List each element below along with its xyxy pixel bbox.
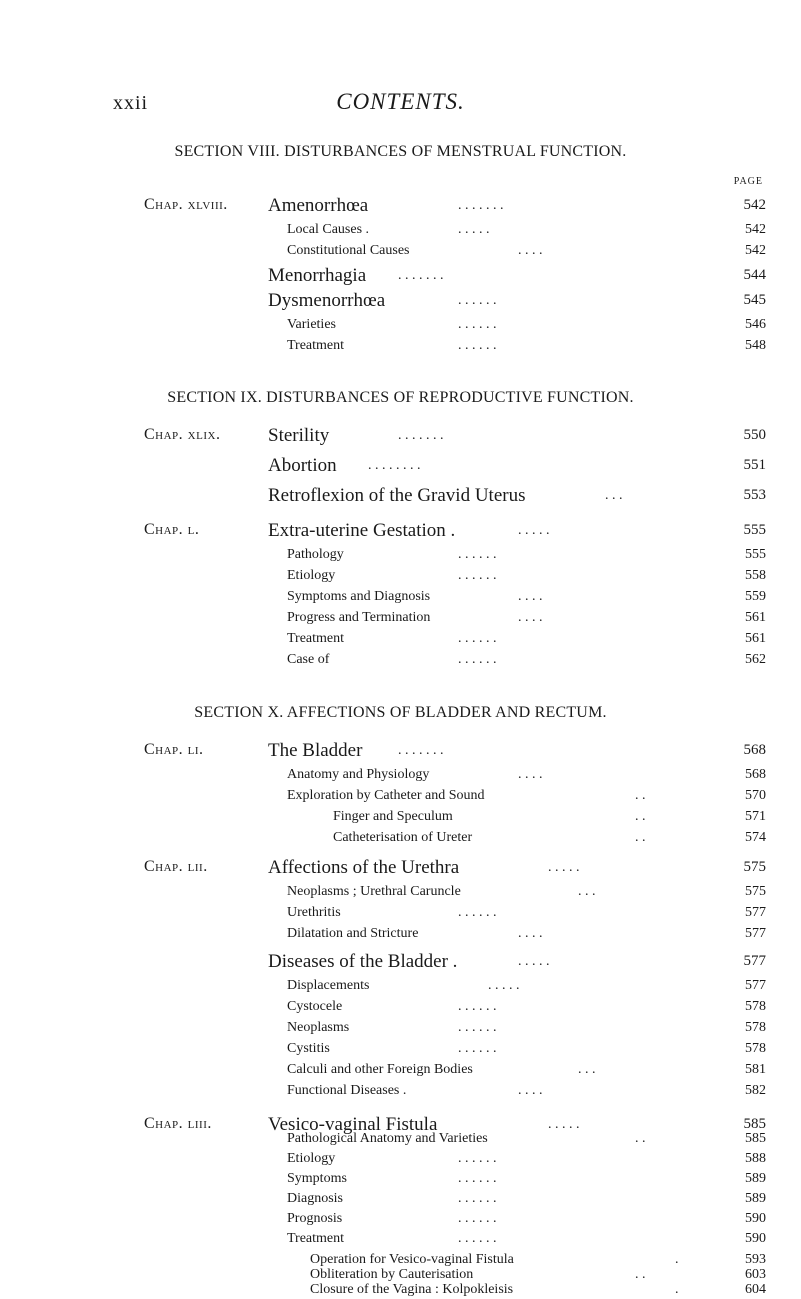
entry-title: Dilatation and Stricture: [287, 926, 419, 941]
page-number: 542: [745, 222, 766, 237]
leader-dots: . . . .: [518, 610, 543, 625]
entry-title: Dysmenorrhœa: [268, 290, 386, 311]
page-number: 550: [743, 427, 766, 443]
page-number: 578: [745, 1041, 766, 1056]
entry-title: Extra-uterine Gestation .: [268, 520, 456, 541]
leader-dots: . . . . . . . .: [368, 458, 421, 473]
leader-dots: . . . . . .: [458, 1231, 497, 1246]
page-number: 588: [745, 1151, 766, 1166]
page-number: 551: [743, 457, 766, 473]
page-number: 582: [745, 1083, 766, 1098]
page-number: 558: [745, 568, 766, 583]
page-number: 581: [745, 1062, 766, 1077]
leader-dots: . . . . . .: [458, 631, 497, 646]
page-number: 546: [745, 317, 766, 332]
page-number: 568: [745, 767, 766, 782]
entry-title: Varieties: [287, 317, 336, 332]
entry-title: Operation for Vesico-vaginal Fistula: [310, 1252, 514, 1267]
entry-title: Catheterisation of Ureter: [333, 830, 473, 845]
leader-dots: . . . . . .: [458, 652, 497, 667]
leader-dots: . . .: [578, 1062, 596, 1077]
entry-title: Etiology: [287, 568, 336, 583]
running-head: [0, 89, 801, 122]
chapter-label: Chap. l.: [144, 521, 200, 538]
page-number: 562: [745, 652, 766, 667]
page-number: 555: [745, 547, 766, 562]
page-number: 542: [745, 243, 766, 258]
entry-title: Finger and Speculum: [333, 809, 453, 824]
page-number: 593: [745, 1252, 766, 1267]
page-number: 577: [745, 978, 766, 993]
leader-dots: . . . .: [518, 589, 543, 604]
page-number: 544: [743, 267, 766, 283]
entry-title: Affections of the Urethra: [268, 857, 460, 878]
leader-dots: . . . . . . .: [398, 268, 444, 283]
entry-title: Treatment: [287, 338, 345, 353]
entry-title: Progress and Termination: [287, 610, 431, 625]
page-number: 548: [745, 338, 766, 353]
entry-title: Symptoms and Diagnosis: [287, 589, 431, 604]
entry-title: Vesico-vaginal Fistula: [268, 1114, 438, 1135]
chapter-label: Chap. xlviii.: [144, 196, 228, 213]
section-heading: SECTION IX. DISTURBANCES OF REPRODUCTIVE FUNCTION.: [167, 389, 634, 406]
page-number: 568: [743, 742, 766, 758]
page-number: 589: [745, 1191, 766, 1206]
leader-dots: . . . . . .: [458, 293, 497, 308]
entry-title: Obliteration by Cauterisation: [310, 1267, 474, 1282]
page-number: 577: [745, 926, 766, 941]
page-number: 603: [745, 1267, 766, 1282]
chapter-label: Chap. li.: [144, 741, 204, 758]
entry-title: Constitutional Causes: [287, 243, 410, 258]
entry-title: Diagnosis: [287, 1191, 343, 1206]
page-number: 553: [743, 487, 766, 503]
entry-title: Sterility: [268, 425, 330, 446]
page-number: 575: [743, 859, 766, 875]
page-column-label: PAGE: [733, 176, 763, 187]
entry-title: Treatment: [287, 1231, 345, 1246]
entry-title: Cystitis: [287, 1041, 330, 1056]
page-number: 571: [745, 809, 766, 824]
page-number: 577: [743, 953, 766, 969]
chapter-label: Chap. xlix.: [144, 426, 221, 443]
entry-title: Calculi and other Foreign Bodies: [287, 1062, 473, 1077]
entry-title: Amenorrhœa: [268, 195, 369, 216]
entry-title: Case of: [287, 652, 330, 667]
leader-dots: . . . . . .: [458, 338, 497, 353]
leader-dots: . . . . . .: [458, 1171, 497, 1186]
page-number: 604: [745, 1282, 766, 1297]
leader-dots: . .: [635, 830, 646, 845]
page-number: 574: [745, 830, 766, 845]
leader-dots: . . . . .: [518, 523, 550, 538]
entry-title: Menorrhagia: [268, 265, 367, 286]
entry-title: Retroflexion of the Gravid Uterus: [268, 485, 526, 506]
section-heading: SECTION VIII. DISTURBANCES OF MENSTRUAL FUNCTION.: [174, 143, 627, 160]
running-title: CONTENTS.: [336, 89, 465, 114]
page-number: 577: [745, 905, 766, 920]
page-number: 559: [745, 589, 766, 604]
page-number: 578: [745, 999, 766, 1014]
page-number: 589: [745, 1171, 766, 1186]
page-number: 578: [745, 1020, 766, 1035]
entry-title: The Bladder: [268, 740, 363, 761]
leader-dots: . . . . . .: [458, 568, 497, 583]
entry-title: Symptoms: [287, 1171, 347, 1186]
leader-dots: . . . . . .: [458, 999, 497, 1014]
entry-title: Pathological Anatomy and Varieties: [287, 1131, 488, 1146]
leader-dots: . . . . .: [548, 860, 580, 875]
leader-dots: . . . . .: [548, 1117, 580, 1132]
leader-dots: . .: [635, 1267, 646, 1282]
entry-title: Exploration by Catheter and Sound: [287, 788, 485, 803]
entry-title: Urethritis: [287, 905, 341, 920]
leader-dots: . . . . . . .: [458, 198, 504, 213]
entry-title: Displacements: [287, 978, 370, 993]
entry-title: Treatment: [287, 631, 345, 646]
leader-dots: . . . . .: [518, 954, 550, 969]
page-number: 542: [743, 197, 766, 213]
leader-dots: . . . . .: [488, 978, 520, 993]
entry-title: Neoplasms ; Urethral Caruncle: [287, 884, 461, 899]
page-number: 585: [743, 1116, 766, 1132]
leader-dots: . . . .: [518, 767, 543, 782]
page-number: 561: [745, 610, 766, 625]
entry-title: Prognosis: [287, 1211, 343, 1226]
entry-title: Etiology: [287, 1151, 336, 1166]
leader-dots: . . . . . .: [458, 1041, 497, 1056]
leader-dots: .: [675, 1282, 679, 1297]
entry-title: Local Causes .: [287, 222, 370, 237]
entry-title: Neoplasms: [287, 1020, 350, 1035]
leader-dots: . .: [635, 1131, 646, 1146]
leader-dots: . . . . . .: [458, 317, 497, 332]
page-number: 590: [745, 1211, 766, 1226]
page-number: 570: [745, 788, 766, 803]
entry-title: Diseases of the Bladder .: [268, 951, 458, 972]
page-number: 545: [743, 292, 766, 308]
leader-dots: . . .: [578, 884, 596, 899]
leader-dots: . . . . . .: [458, 1191, 497, 1206]
leader-dots: . . . . . .: [458, 905, 497, 920]
leader-dots: . . . . . .: [458, 1020, 497, 1035]
leader-dots: . . . . . .: [458, 547, 497, 562]
leader-dots: .: [675, 1252, 679, 1267]
chapter-label: Chap. liii.: [144, 1115, 212, 1132]
leader-dots: . . .: [605, 488, 623, 503]
leader-dots: . . . .: [518, 1083, 543, 1098]
leader-dots: . .: [635, 809, 646, 824]
page-number: 575: [745, 884, 766, 899]
leader-dots: . . . . . .: [458, 1151, 497, 1166]
entry-title: Cystocele: [287, 999, 343, 1014]
page-number: 555: [743, 522, 766, 538]
leader-dots: . . . .: [518, 926, 543, 941]
entry-title: Abortion: [268, 455, 337, 476]
entry-title: Functional Diseases .: [287, 1083, 407, 1098]
section-heading: SECTION X. AFFECTIONS OF BLADDER AND RECTUM.: [194, 704, 607, 721]
leader-dots: . . . . . .: [458, 1211, 497, 1226]
entry-title: Anatomy and Physiology: [287, 767, 430, 782]
leader-dots: . .: [635, 788, 646, 803]
page-number: 585: [745, 1131, 766, 1146]
entry-title: Closure of the Vagina : Kolpokleisis: [310, 1282, 514, 1297]
page-number: 561: [745, 631, 766, 646]
leader-dots: . . . .: [518, 243, 543, 258]
entry-title: Pathology: [287, 547, 344, 562]
leader-dots: . . . . . . .: [398, 428, 444, 443]
page-folio: xxii: [113, 92, 149, 114]
leader-dots: . . . . .: [458, 222, 490, 237]
leader-dots: . . . . . . .: [398, 743, 444, 758]
chapter-label: Chap. lii.: [144, 858, 208, 875]
page-number: 590: [745, 1231, 766, 1246]
